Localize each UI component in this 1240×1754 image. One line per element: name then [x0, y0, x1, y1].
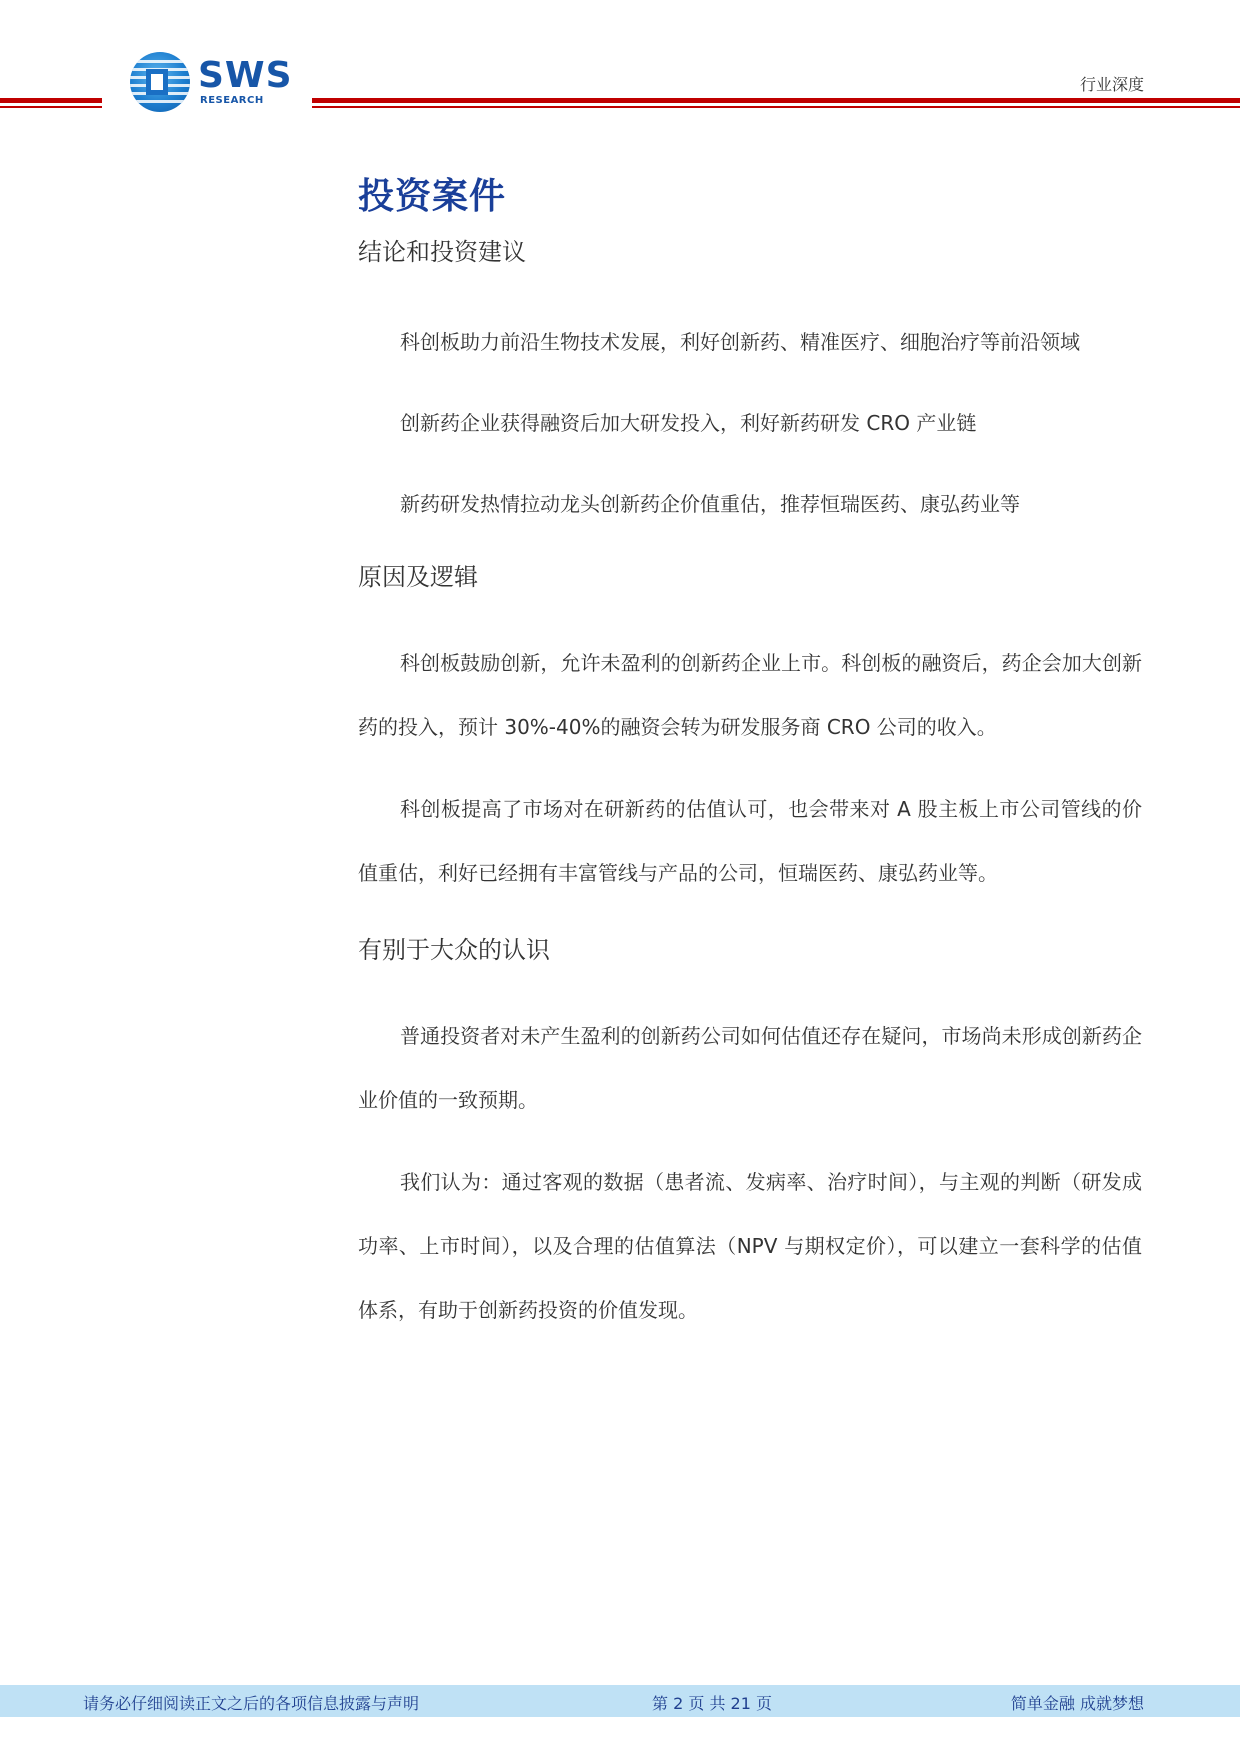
- logo-globe-icon: [130, 52, 190, 112]
- reasons-heading: 原因及逻辑: [358, 563, 478, 591]
- logo-subtext: RESEARCH: [200, 95, 264, 106]
- different-view-paragraph: 我们认为：通过客观的数据（患者流、发病率、治疗时间），与主观的判断（研发成功率、上市时间），以及合理的估值算法（NPV 与期权定价），可以建立一套科学的估值体系，有助于创新药投资的价值发现。: [358, 1170, 1142, 1322]
- sws-logo: [130, 52, 293, 114]
- reasons-paragraph: 科创板提高了市场对在研新药的估值认可，也会带来对 A 股主板上市公司管线的价值重估，利好已经拥有丰富管线与产品的公司，恒瑞医药、康弘药业等。: [358, 797, 1142, 885]
- conclusion-bullet: 科创板助力前沿生物技术发展，利好创新药、精准医疗、细胞治疗等前沿领域: [400, 330, 1080, 354]
- different-view-heading: 有别于大众的认识: [358, 936, 550, 964]
- header-rule-right: [312, 98, 1240, 108]
- section-title: 投资案件: [358, 176, 507, 217]
- footer-page-info: 第 2 页 共 21 页: [652, 1694, 772, 1713]
- page-footer: [0, 1685, 1240, 1717]
- reasons-paragraph: 科创板鼓励创新，允许未盈利的创新药企业上市。科创板的融资后，药企会加大创新药的投入，预计 30%-40%的融资会转为研发服务商 CRO 公司的收入。: [358, 651, 1142, 739]
- conclusion-heading: 结论和投资建议: [358, 238, 526, 266]
- different-view-paragraph: 普通投资者对未产生盈利的创新药公司如何估值还存在疑问，市场尚未形成创新药企业价值的一致预期。: [358, 1024, 1142, 1112]
- conclusion-bullet: 创新药企业获得融资后加大研发投入，利好新药研发 CRO 产业链: [400, 411, 977, 435]
- conclusion-bullet: 新药研发热情拉动龙头创新药企价值重估，推荐恒瑞医药、康弘药业等: [400, 492, 1020, 516]
- logo-text: SWS: [198, 55, 293, 96]
- footer-disclaimer: 请务必仔细阅读正文之后的各项信息披露与声明: [83, 1694, 420, 1713]
- report-type-label: 行业深度: [1079, 75, 1144, 94]
- header-rule-left: [0, 98, 102, 108]
- footer-slogan: 简单金融 成就梦想: [1010, 1694, 1144, 1713]
